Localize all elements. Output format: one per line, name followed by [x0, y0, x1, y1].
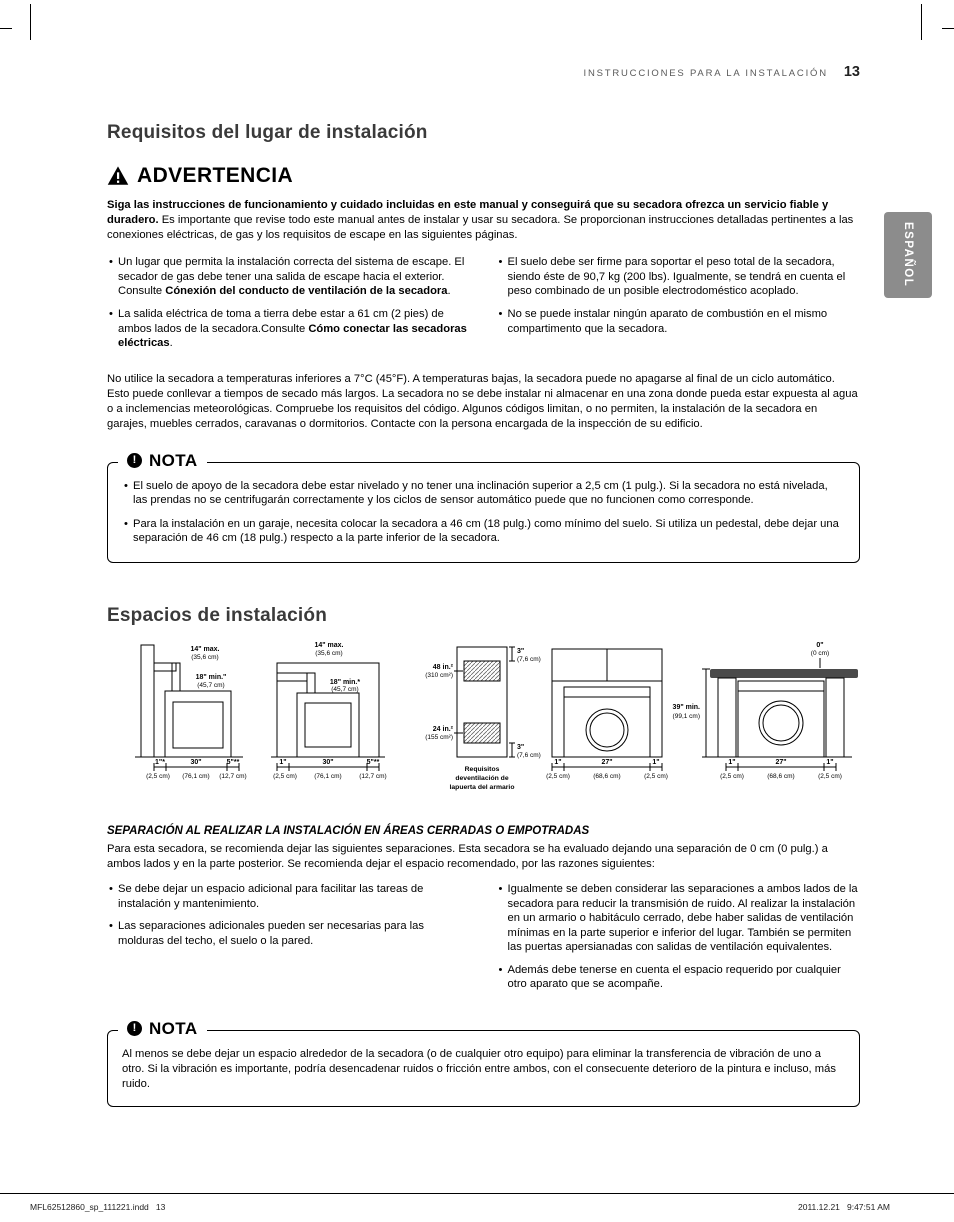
dim-label-cm: (45,7 cm) [197, 681, 225, 689]
dim-label: 5"** [366, 758, 380, 766]
list-item-text: Se debe dejar un espacio adicional para facilitar las tareas de instalación y mantenimiento. [118, 882, 424, 910]
installation-clearance-diagrams [107, 639, 860, 807]
requirements-list-left [107, 255, 471, 358]
dim-label-cm: (76,1 cm) [182, 772, 210, 780]
note-exclamation-icon: ! [127, 453, 142, 468]
list-item [497, 307, 861, 336]
note-box-1 [107, 450, 860, 563]
list-item [107, 882, 471, 911]
dim-label: 18" min." [195, 673, 227, 681]
vent-opening-upper [464, 661, 500, 681]
dim-label-cm: (76,1 cm) [314, 772, 342, 780]
list-item-text: El suelo debe ser firme para soportar el peso total de la secadora, siendo éste de 90,7 kg (200 lbs). Igualmente, se tendrá en cuenta el peso combinado de un posible electrodoméstico acoplado. [507, 256, 846, 298]
section-title-requisitos: Requisitos del lugar de instalación [107, 122, 428, 143]
note-label: NOTA [149, 1018, 198, 1038]
crop-mark [30, 4, 31, 40]
requirements-columns [107, 255, 860, 358]
list-item-text: El suelo de apoyo de la secadora debe estar nivelado y no tener una inclinación superior a 2,5 cm (1 pulg.). Si la secadora no está nivelada, las prendas no se centrifugarán correctamente y los ciclos de sensor automático puede que no funcionen como corresponde. [133, 479, 828, 507]
dim-label-cm: (12,7 cm) [359, 772, 387, 780]
dim-label: 3" [517, 647, 525, 655]
dim-label: 1" [554, 758, 562, 766]
warning-intro-bold: Siga las instrucciones de funcionamiento y cuidado incluidas en este manual y conseguirá que su secadora ofrezca un servicio fiable y duradero. [107, 199, 829, 226]
dim-label-cm: (7,6 cm) [517, 655, 541, 663]
diagram-caption-line: deventilación de [455, 774, 509, 782]
separation-list-left [107, 882, 471, 1000]
dim-label: 30" [322, 758, 334, 766]
section-title-espacios: Espacios de instalación [107, 604, 328, 626]
dim-label: 24 in.² [432, 725, 453, 733]
note-list [122, 479, 845, 546]
note-title [118, 451, 207, 471]
list-item-text: La salida eléctrica de toma a tierra debe estar a 61 cm (2 pies) de ambos lados de la secadora.Consulte [118, 308, 444, 335]
page-content [107, 122, 860, 1107]
note-text: Al menos se debe dejar un espacio alrededor de la secadora (o de cualquier otro equipo) para eliminar la transferencia de vibración de uno a otro. Si la vibración es importante, podría desencadenar ruidos o fricción entre ambos, con el consecuente deterioro de la pintura e incluso, más ruido. [122, 1047, 836, 1090]
dim-label: 5"** [226, 758, 240, 766]
dim-label-cm: (35,6 cm) [315, 649, 343, 657]
list-item-text: No se puede instalar ningún aparato de combustión en el mismo compartimento que la secadora. [507, 308, 828, 335]
diagram-caption-line: lapuerta del armario [449, 783, 515, 791]
language-tab [884, 212, 932, 298]
list-item [497, 963, 861, 992]
dim-label: 3" [517, 743, 525, 751]
separation-list-right [497, 882, 861, 1000]
separation-columns [107, 882, 860, 1000]
separation-paragraph: Para esta secadora, se recomienda dejar las siguientes separaciones. Esta secadora se ha evaluado dejando una separación de 0 cm (0 pulg.) a ambos lados y en la parte posterior. Se recomienda dejar el espacio recomendado, por las razones siguientes: [107, 842, 828, 870]
list-item-text: . [447, 285, 451, 298]
list-item-text: Un lugar que permita la instalación correcta del sistema de escape. El secador de gas debe tener una salida de escape hacia el exterior. Consulte [118, 256, 465, 298]
dim-label: 1" [826, 758, 834, 766]
clearance-diagrams-svg [107, 639, 860, 807]
vent-opening-lower [464, 723, 500, 743]
dim-label-cm: (0 cm) [810, 649, 830, 657]
list-item-text: . [169, 337, 173, 350]
list-item [497, 255, 861, 299]
dim-label-cm: (68,6 cm) [593, 772, 621, 780]
note-title [118, 1019, 207, 1039]
subsection-heading: SEPARACIÓN AL REALIZAR LA INSTALACIÓN EN ÁREAS CERRADAS O EMPOTRADAS [107, 824, 590, 837]
dim-label: 30" [190, 758, 202, 766]
note-exclamation-icon: ! [127, 1021, 142, 1036]
footer-rule [0, 1193, 954, 1194]
dim-label-cm: (310 cm²) [425, 671, 453, 679]
list-item-bold-ref: Cómo conectar las secadoras eléctricas [118, 322, 467, 350]
dim-label: 1" [652, 758, 660, 766]
dim-label-cm: (2,5 cm) [546, 772, 570, 780]
dim-label-cm: (2,5 cm) [273, 772, 297, 780]
footer-file-info: MFL62512860_sp_111221.indd 13 [30, 1202, 166, 1212]
language-tab-label: ESPAÑOL [902, 222, 914, 288]
dim-label-cm: (2,5 cm) [720, 772, 744, 780]
dim-label-cm: (2,5 cm) [818, 772, 842, 780]
dim-label-cm: (2,5 cm) [146, 772, 170, 780]
dim-label: 1" [728, 758, 736, 766]
dim-label-cm: (99,1 cm) [672, 712, 700, 720]
list-item [122, 517, 845, 546]
dim-label-cm: (155 cm²) [425, 733, 453, 741]
footer-timestamp: 2011.12.21 9:47:51 AM [798, 1202, 890, 1212]
dim-label: 27" [775, 758, 787, 766]
warning-heading [107, 164, 860, 188]
diagram-side-view-vent [135, 645, 247, 780]
warning-intro-rest: Es importante que revise todo este manual antes de instalar y usar su secadora. Se proporcionan instrucciones detalladas pertinentes a las conexiones eléctricas, de gas y los requisitos de escape en las siguientes páginas. [107, 213, 854, 241]
note-label: NOTA [149, 450, 198, 470]
dim-label: 39" min. [672, 703, 700, 711]
page-header [584, 64, 860, 80]
page-number: 13 [843, 64, 860, 80]
diagram-alcove-front-view [546, 649, 668, 780]
dim-label: 1" [279, 758, 287, 766]
requirements-list-right [497, 255, 861, 358]
list-item [107, 255, 471, 299]
dim-label-cm: (45,7 cm) [331, 685, 359, 693]
header-title: INSTRUCCIONES PARA LA INSTALACIÓN [583, 68, 828, 79]
dim-label-cm: (7,6 cm) [517, 751, 541, 759]
warning-intro [107, 198, 860, 242]
diagram-closet-door-vents [425, 647, 541, 791]
dim-label-cm: (68,6 cm) [767, 772, 795, 780]
list-item-bold-ref: Cónexión del conducto de ventilación de la secadora [165, 285, 448, 298]
dim-label: 0" [816, 641, 824, 649]
diagram-closet-side-view [271, 642, 387, 780]
crop-mark [0, 28, 12, 29]
dim-label-cm: (35,6 cm) [191, 653, 219, 661]
list-item-text: Para la instalación en un garaje, necesita colocar la secadora a 46 cm (18 pulg.) como mínimo del suelo. Si utiliza un pedestal, debe dejar una separación de 46 cm (18 pulg.) respecto a la parte inferior de la secadora. [133, 517, 839, 545]
countertop [710, 669, 858, 678]
note-box-2 [107, 1018, 860, 1107]
list-item [107, 307, 471, 351]
dim-label-cm: (2,5 cm) [644, 772, 668, 780]
warning-triangle-icon [107, 165, 129, 187]
dim-label: 48 in.² [432, 663, 453, 671]
dim-label: 14" max. [314, 641, 344, 649]
list-item-text: Además debe tenerse en cuenta el espacio requerido por cualquier otro aparato que se acompañe. [507, 963, 841, 991]
diagram-under-counter-view [673, 642, 858, 780]
diagram-caption-line: Requisitos [464, 765, 500, 773]
list-item-text: Las separaciones adicionales pueden ser necesarias para las molduras del techo, el suelo o la pared. [118, 920, 424, 947]
list-item [107, 919, 471, 948]
crop-mark [942, 28, 954, 29]
dim-label: 18" min.* [329, 678, 361, 686]
temperature-paragraph: No utilice la secadora a temperaturas inferiores a 7°C (45°F). A temperaturas bajas, la secadora puede no apagarse al final de un ciclo automático. Esto puede conllevar a tiempos de secado más largos. La secadora no se debe instalar ni almacenar en una zona donde pueda estar expuesta al agua o a inclemencias meteorológicas. Compruebe los requisitos del código. Algunos códigos limitan, o no permiten, la instalación de la secadora en garajes, muebles cerrados, caravanas o dormitorios. Contacte con la persona encargada de la inspección de su edificio. [107, 372, 858, 430]
warning-label: ADVERTENCIA [137, 164, 294, 187]
dim-label: 1"* [155, 758, 165, 766]
list-item [122, 479, 845, 508]
dim-label: 27" [601, 758, 613, 766]
dim-label-cm: (12,7 cm) [219, 772, 247, 780]
list-item-text: Igualmente se deben considerar las separaciones a ambos lados de la secadora para reducir la transmisión de ruido. Al realizar la instalación en un armario o habitáculo cerrado, debe haber salidas de ventilación mínimas en la parte superior e inferior del lugar. También se permiten las puertas apersianadas con salidas de ventilación equivalentes. [507, 882, 858, 954]
dim-label: 14" max. [190, 645, 220, 653]
list-item [497, 882, 861, 955]
crop-mark [921, 4, 922, 40]
